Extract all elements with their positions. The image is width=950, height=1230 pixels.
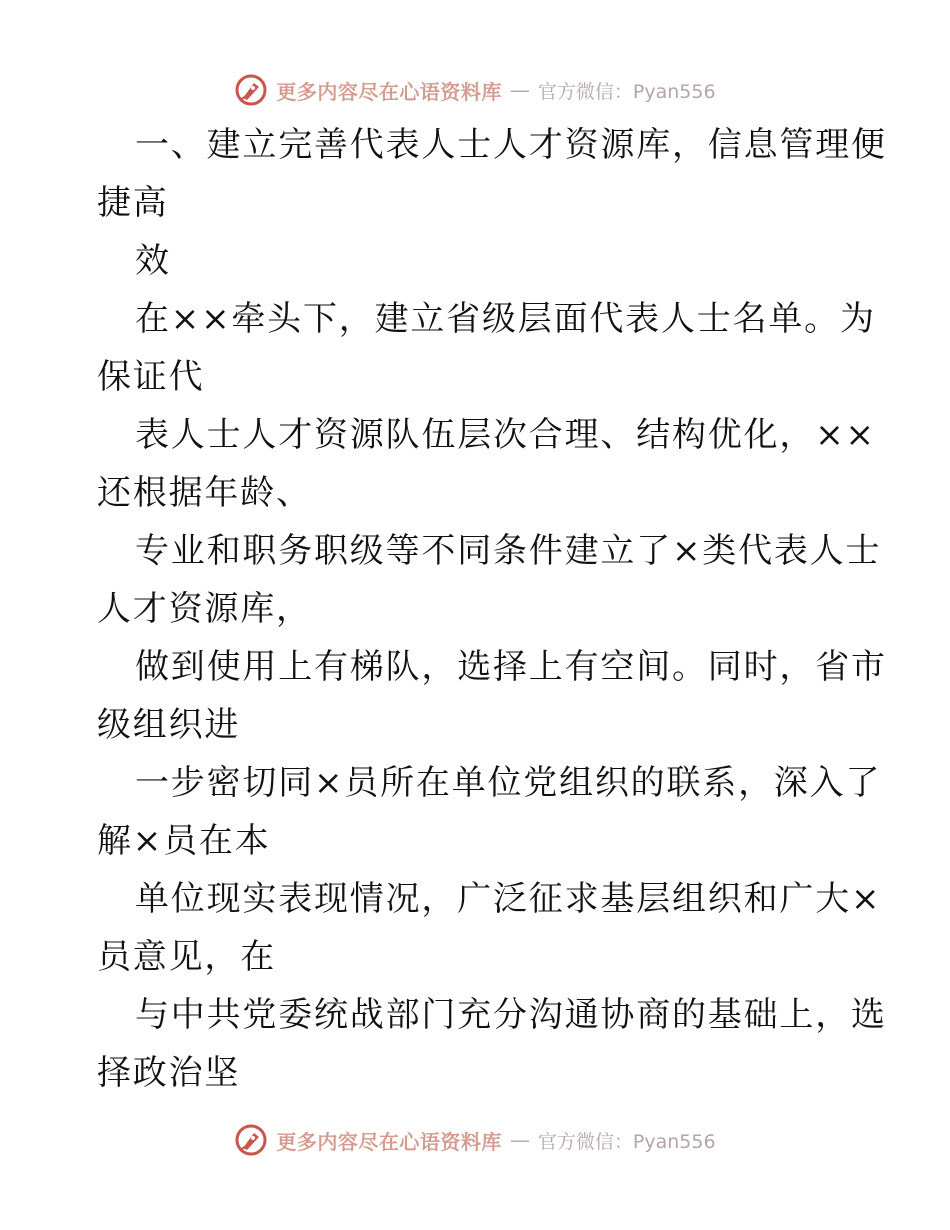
watermark-separator: — — [509, 1128, 530, 1152]
doc-line: 择政治坚 — [97, 1053, 241, 1093]
doc-line: 做到使用上有梯队，选择上有空间。同时，省市 — [135, 647, 887, 687]
doc-line: 级组织进 — [97, 705, 241, 745]
watermark-brand-text: 更多内容尽在心语资料库 — [276, 79, 502, 104]
watermark-brand-text: 更多内容尽在心语资料库 — [276, 1129, 502, 1154]
doc-line: 表人士人才资源队伍层次合理、结构优化，×× — [135, 415, 876, 455]
doc-line: 单位现实表现情况，广泛征求基层组织和广大× — [135, 879, 882, 919]
watermark-banner-bottom — [0, 1118, 950, 1162]
doc-line: 在××牵头下，建立省级层面代表人士名单。为 — [135, 299, 876, 339]
pen-nib-logo-icon — [234, 73, 268, 107]
watermark-separator: — — [509, 78, 530, 102]
doc-line: 解×员在本 — [97, 821, 271, 861]
doc-line: 一步密切同×员所在单位党组织的联系，深入了 — [135, 763, 882, 803]
pen-nib-logo-icon — [234, 1123, 268, 1157]
document-body — [97, 116, 887, 1102]
doc-line: 与中共党委统战部门充分沟通协商的基础上，选 — [135, 995, 887, 1035]
watermark-wechat-text: 官方微信：Pyan556 — [537, 1130, 716, 1153]
doc-line: 保证代 — [97, 357, 205, 397]
doc-line: 效 — [135, 241, 171, 281]
doc-line: 人才资源库， — [97, 589, 312, 629]
doc-line: 捷高 — [97, 183, 169, 223]
doc-line-heading: 一、建立完善代表人士人才资源库，信息管理便 — [135, 125, 887, 165]
watermark-wechat-text: 官方微信：Pyan556 — [537, 80, 716, 103]
doc-line: 还根据年龄、 — [97, 473, 312, 513]
doc-line: 员意见，在 — [97, 937, 276, 977]
watermark-banner-top — [0, 68, 950, 112]
doc-line: 专业和职务职级等不同条件建立了×类代表人士 — [135, 531, 882, 571]
